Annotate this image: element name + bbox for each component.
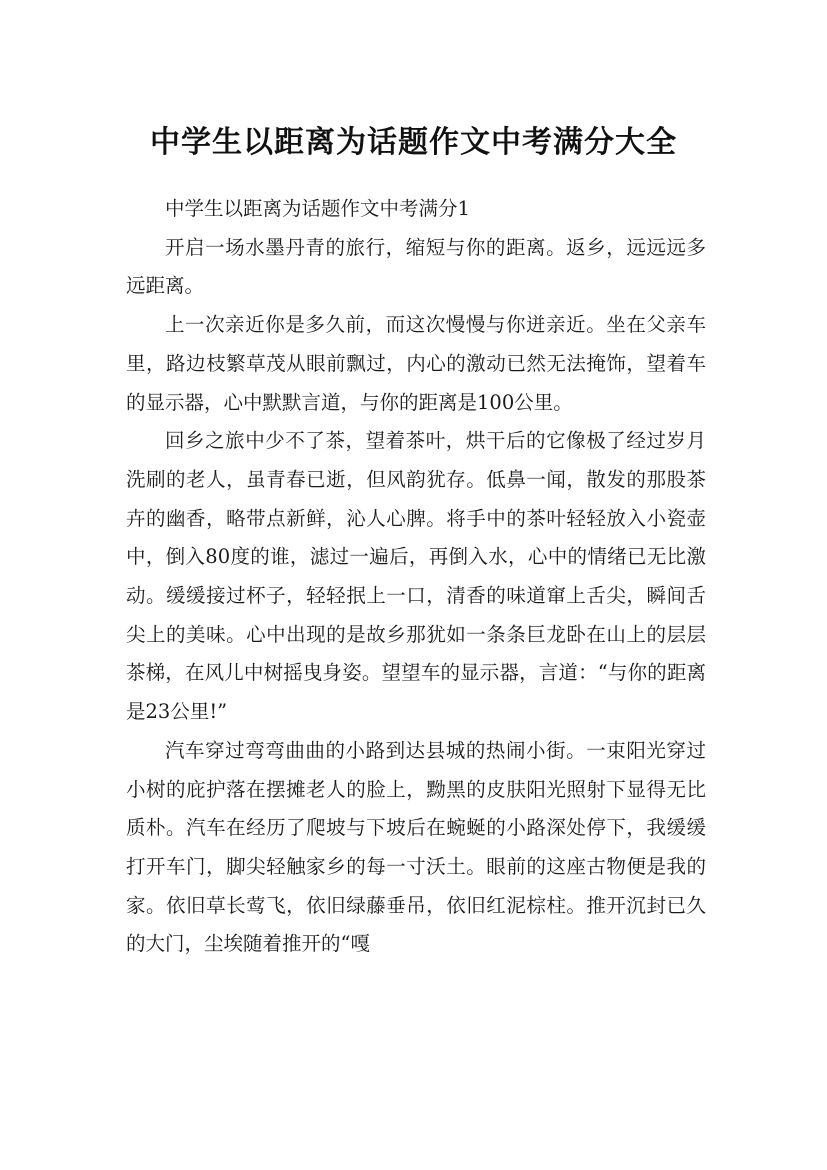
paragraph: 上一次亲近你是多久前，而这次慢慢与你迸亲近。坐在父亲车里，路边枝繁草茂从眼前飘过，内心的激动已然无法掩饰，望着车的显示器，心中默默言道，与你的距离是100公里。 [126,313,706,414]
section-heading: 中学生以距离为话题作文中考满分1 [165,197,470,220]
document-title: 中学生以距离为话题作文中考满分大全 [150,125,677,161]
paragraph: 开启一场水墨丹青的旅行，缩短与你的距离。返乡，远远远多远距离。 [126,235,706,298]
paragraph: 汽车穿过弯弯曲曲的小路到达县城的热闹小街。一束阳光穿过小树的庇护落在摆摊老人的脸上，黝黑的皮肤阳光照射下显得无比质朴。汽车在经历了爬坡与下坡后在蜿蜒的小路深处停下，我缓缓打开车门，脚尖轻触家乡的每一寸沃土。眼前的这座古物便是我的家。依旧草长莺飞，依旧绿藤垂吊，依旧红泥棕柱。推开沉封已久的大门，尘埃随着推开的“嘎 [126,738,706,956]
document-body [126,190,706,964]
paragraph: 回乡之旅中少不了茶，望着茶叶，烘干后的它像极了经过岁月洗刷的老人，虽青春已逝，但风韵犹存。低鼻一闻，散发的那股茶卉的幽香，略带点新鲜，沁人心脾。将手中的茶叶轻轻放入小瓷壶中，倒入80度的谁，滤过一遍后，再倒入水，心中的情绪已无比激动。缓缓接过杯子，轻轻抿上一口，清香的味道窜上舌尖，瞬间舌尖上的美味。心中出现的是故乡那犹如一条条巨龙卧在山上的层层茶梯，在风儿中树摇曳身姿。望望车的显示器，言道：“与你的距离是23公里!” [126,429,706,724]
